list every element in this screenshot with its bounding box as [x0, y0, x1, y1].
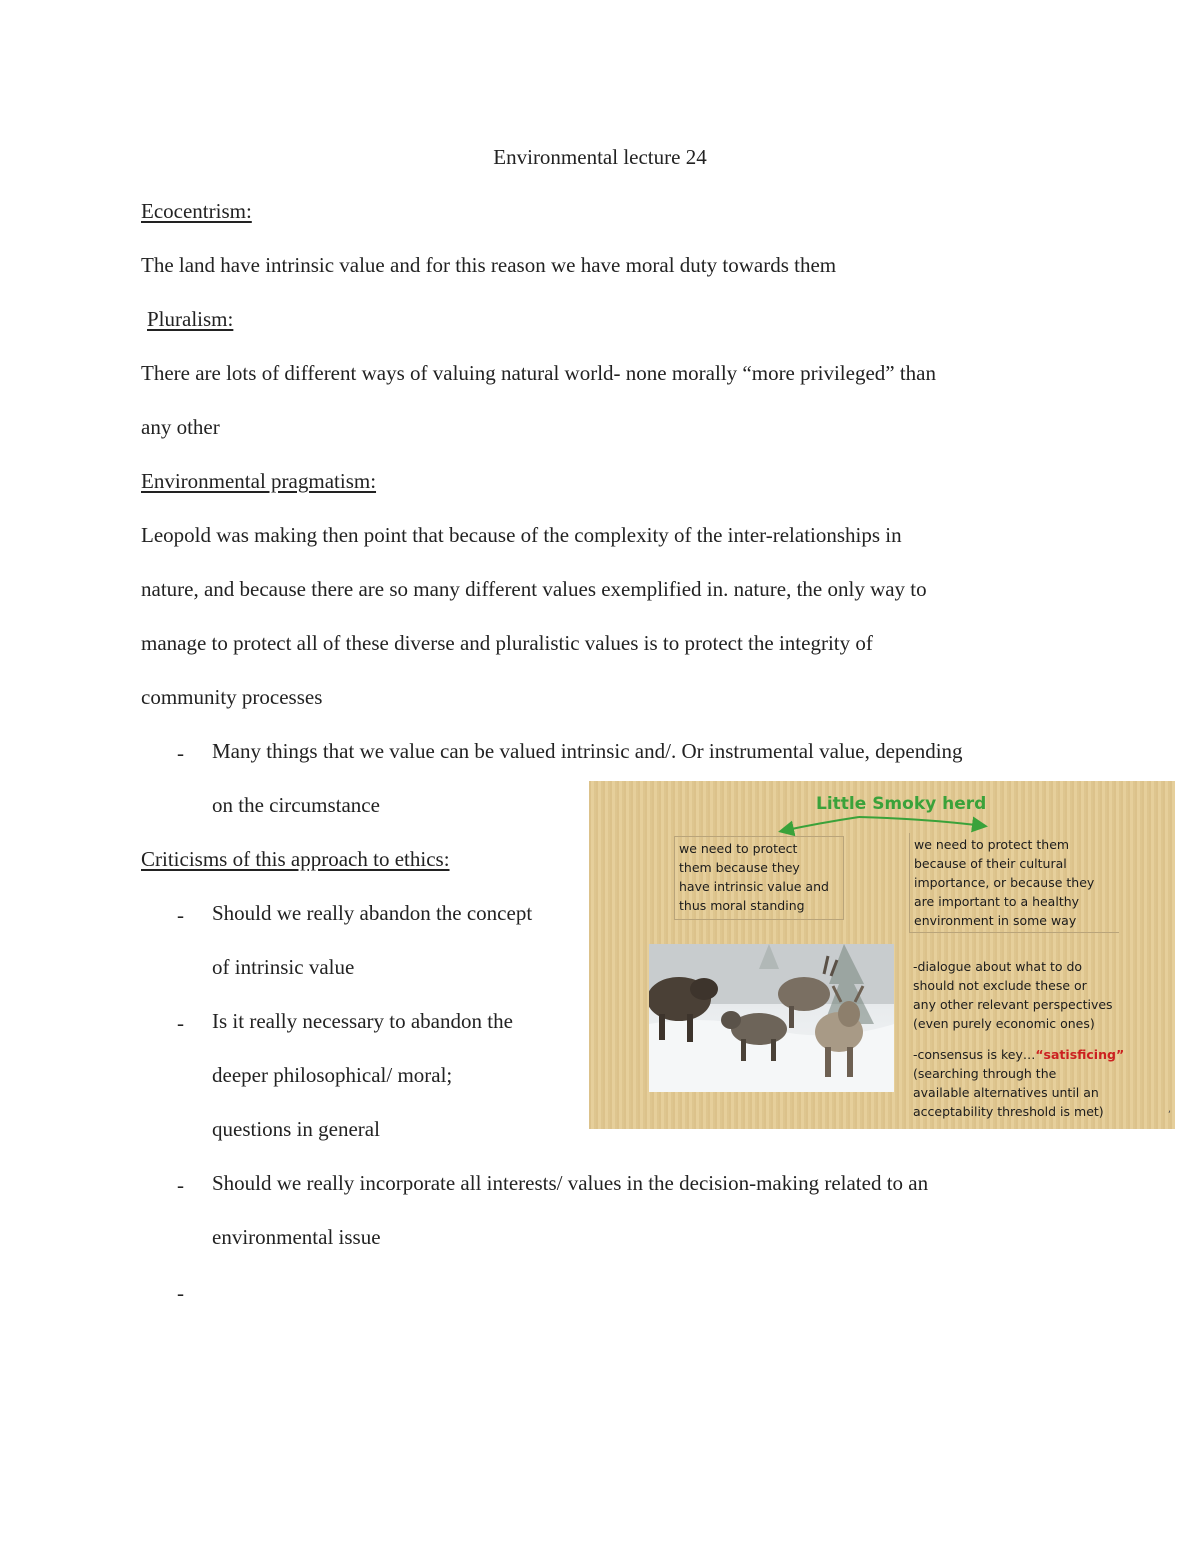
caribou-photo: [649, 944, 894, 1092]
pragmatism-line-2: nature, and because there are so many different values exemplified in. nature, the only way to: [141, 577, 927, 601]
pragmatism-line-3: manage to protect all of these diverse and pluralistic values is to protect the integrity of: [141, 631, 873, 655]
slide-left-box: we need to protect them because they have intrinsic value and thus moral standing: [674, 836, 844, 920]
document-title: Environmental lecture 24: [493, 145, 707, 169]
slide-consensus: [913, 1045, 1124, 1121]
bullet-dash: -: [177, 1173, 184, 1197]
criticism-1-line2: of intrinsic value: [212, 955, 355, 979]
bullet-dash: -: [177, 903, 184, 927]
bullet-dash-empty: -: [177, 1281, 184, 1305]
criticism-3-line2: environmental issue: [212, 1225, 381, 1249]
satisficing-highlight: “satisficing”: [1035, 1047, 1125, 1062]
consensus-rest: (searching through the available alternatives until an acceptability threshold is met): [913, 1066, 1104, 1119]
pragmatism-heading: Environmental pragmatism:: [141, 469, 377, 493]
criticism-2-line2: deeper philosophical/ moral;: [212, 1063, 453, 1087]
bullet-dash: -: [177, 1011, 184, 1035]
pragmatism-line-4: community processes: [141, 685, 323, 709]
consensus-prefix: -consensus is key…: [913, 1047, 1036, 1062]
slide-corner-mark: ,: [1167, 1104, 1171, 1115]
bullet-dash: -: [177, 741, 184, 765]
embedded-slide-image: [589, 781, 1175, 1129]
criticism-3-line1: Should we really incorporate all interests/ values in the decision-making related to an: [212, 1171, 929, 1195]
pluralism-text-line1: There are lots of different ways of valuing natural world- none morally “more privileged” than: [141, 361, 936, 385]
criticism-1-line1: Should we really abandon the concept: [212, 901, 533, 925]
ecocentrism-heading: Ecocentrism:: [141, 199, 252, 223]
slide-dialogue-text: -dialogue about what to do should not exclude these or any other relevant perspectives (even purely economic ones): [913, 959, 1113, 1031]
criticism-2-line1: Is it really necessary to abandon the: [212, 1009, 513, 1033]
criticisms-heading: Criticisms of this approach to ethics:: [141, 847, 450, 871]
criticism-2-line3: questions in general: [212, 1117, 380, 1141]
pragmatism-bullet-line1: Many things that we value can be valued intrinsic and/. Or instrumental value, depending: [212, 739, 963, 763]
pragmatism-line-1: Leopold was making then point that because of the complexity of the inter-relationships in: [141, 523, 902, 547]
pluralism-heading: Pluralism:: [147, 307, 234, 331]
slide-right-box: we need to protect them because of their cultural importance, or because they are important to a healthy environment in some way: [909, 833, 1119, 933]
pragmatism-bullet-line2: on the circumstance: [212, 793, 380, 817]
pluralism-text-line2: any other: [141, 415, 220, 439]
ecocentrism-text: The land have intrinsic value and for this reason we have moral duty towards them: [141, 253, 837, 277]
slide-title: Little Smoky herd: [816, 794, 987, 814]
